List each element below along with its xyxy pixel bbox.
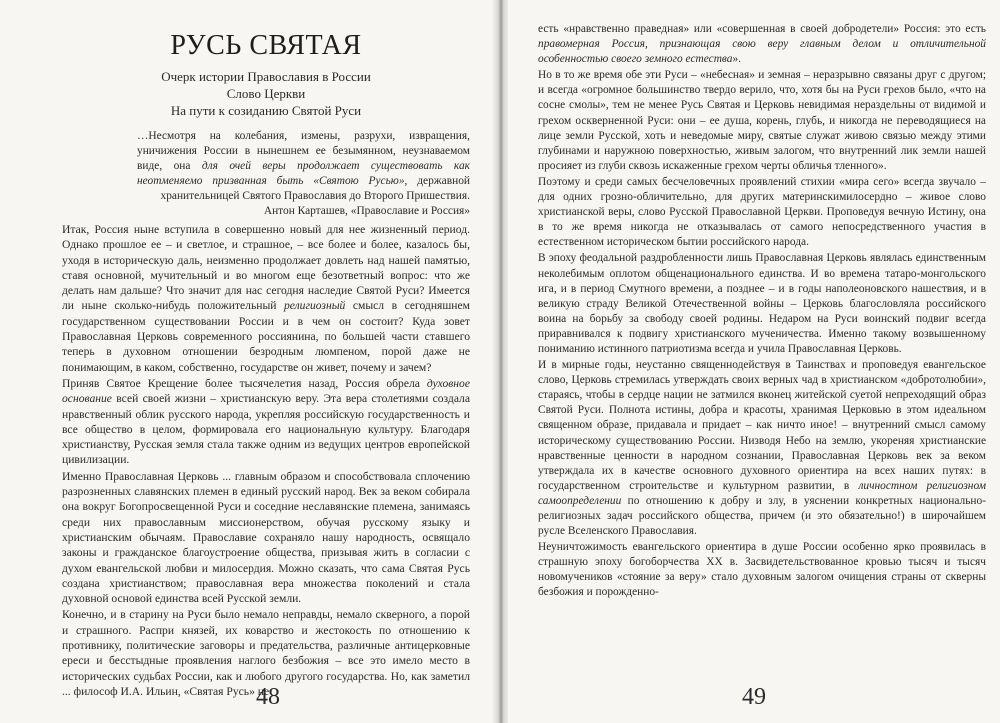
- chapter-title: РУСЬ СВЯТАЯ: [170, 30, 362, 61]
- paragraph-text: смысл в сегодняшнем государственном существовании России и в чем он состоит? Куда зовет Православная Церковь современного россиянина, по большей части ставшего теперь в духовном отношении безродным люмпеном, порой даже не понимающим, в каком, собственно, государстве он живет, почему и зачем?: [62, 299, 470, 374]
- paragraph-text: В эпоху феодальной раздробленности лишь Православная Церковь являлась единственным неколебимым оплотом общенационального единства. И во времена татаро-монгольского ига, и в период Смутного времени, а позднее – и в годы наполеоновского нашествия, и в великую страду Великой Отечественной войны – Церковь благословляла российского воина на борьбу за свободу своей родины. Недаром на Руси воинский подвиг всегда приравнивался к подвигу христианского мученичества. Именно такому возвышенному пониманию истинного патриотизма всегда и учила Православная Церковь.: [538, 252, 986, 355]
- paragraph-text: по отношению к добру и злу, в уяснении конкретных национально-религиозных задач российского общества, причем (и это обязательно!) в широчайшем русле Вселенского Православия.: [538, 494, 986, 538]
- paragraph-text: ».: [732, 53, 742, 66]
- right-page: [508, 0, 1000, 723]
- paragraph-italic: духовное основание: [62, 376, 470, 406]
- paragraph-italic: правомерная Россия, признающая свою веру главным делом и отличительной особенностью своего земного естества: [538, 38, 986, 66]
- paragraph-text: Именно Православная Церковь ... главным образом и способствовала сплочению разрозненных славянских племен в единый русский народ. Век за веком собирала она вокруг Богопросвещенной Руси и соседние неславянские племена, занимаясь среди них православным миссионерством, обучая русскому языку и христианским обычаям. Православие сохраняло нашу народность, освящало законы и гражданское благоустроение общества, призывая жить в согласии с духом евангельской любви и милосердия. Можно сказать, что сама Святая Русь создана христианством; православная вера множества поколений и стала духовной основой единства всей Русской земли.: [62, 469, 470, 606]
- paragraph-text: всей своей жизни – христианскую веру. Эта вера столетиями создала нравственный облик русского народа, укрепляя российскую государственность и все общество в целом, формировала его национальную культуру. Благодаря христианству, Русская земля стала также одним из ведущих центров европейской цивилизации.: [62, 392, 470, 467]
- page-number: 48: [256, 684, 280, 710]
- paragraph-text: Неуничтожимость евангельского ориентира в душе России особенно ярко проявилась в страшную эпоху богоборчества XX в. Засвидетельствованное кровью тысяч и тысяч новомучеников «стояние за веру» стало духовным залогом очищения страны от скверны безбожия и порожденно-: [538, 541, 986, 599]
- paragraph: [538, 358, 986, 539]
- page-number: 49: [742, 684, 766, 710]
- paragraph-text: Итак, Россия ныне вступила в совершенно новый для нее жизненный период. Однако прошлое ее – и светлое, и страшное, – все более и более, казалось бы, уходя в историческую даль, неизменно продолжает довлеть над нашей памятью, ставя основной, мучительный и во многом еще безответный вопрос: что же делать нам дальше? Что значит для нас сегодня наследие Святой Руси? Имеется ли ныне сколько-нибудь положительный: [62, 223, 470, 313]
- subtitle-line: Слово Церкви: [226, 86, 306, 101]
- paragraph: [538, 251, 986, 357]
- epigraph-text-part: , державной хранительницей Святого Православия до Второго Пришествия.: [160, 175, 470, 202]
- paragraph-text: И в мирные годы, неустанно священнодействуя в Таинствах и проповедуя евангельское слово, Церковь стремилась утверждать своих верных чад в христианском «добротолюбии», стараясь, чтобы в сердце нации не затмился вконец житейской суетой непреходящий образ Святой Руси. Полнота истины, добра и красоты, хранимая Церковью в этом идеальном священном образе, придавала и придает – как ничто иное! – внутренний смысл самому историческому существованию России. Низводя Небо на землю, укореняя христианские нравственные ценности в народном сознании, Православная Церковь век за веком утверждала их в качестве основного духовного ориентира на всех наших путях: в государственном строительстве и культурном развитии, в: [538, 359, 986, 492]
- paragraph: [538, 540, 986, 600]
- epigraph: [137, 129, 470, 219]
- paragraph: [538, 68, 986, 174]
- epigraph-author: Антон Карташев, «Православие и Россия»: [263, 205, 470, 217]
- epigraph-text: [137, 129, 470, 204]
- epigraph-italic-part: для очей веры продолжает существовать как неотменяемо призванная быть «Святою Русью»: [137, 160, 470, 187]
- paragraph-text: Поэтому и среди самых бесчеловечных проявлений стихии «мира сего» всегда звучало – для одних грозно-обличительно, для других материнскимилосердно – живое слово христианской веры, слово Русской Православной Церкви. Проповедуя вечную Истину, она в то же время никогда не отказывалась от самого непосредственного участия в естественном историческом бытии российского народа.: [538, 175, 986, 249]
- epigraph-text-part: …Несмотря на колебания, измены, разрухи, извращения, уничижения России в нынешнем ее безымянном, неузнаваемом виде, она: [137, 130, 470, 172]
- paragraph-italic: личностном религиозном самоопределении: [538, 479, 986, 507]
- paragraph: [62, 222, 470, 375]
- chapter-subtitles: [62, 68, 470, 119]
- paragraph-text: Приняв Святое Крещение более тысячелетия назад, Россия обрела: [62, 376, 427, 390]
- paragraph: [538, 175, 986, 250]
- paragraph-text: Конечно, и в старину на Руси было немало неправды, немало скверного, а порой и страшного. Распри князей, их коварство и жестокость по отношению к противнику, политические заговоры и предательства, различные антицерковные ереси и бесстыдные проявления наглого безбожия – все это имело место в исторических судьбах России, как и любого другого государства. Но, как заметил ... философ И.А. Ильин, «Святая Русь» не: [62, 608, 470, 698]
- paragraph-italic: религиозный: [283, 299, 346, 313]
- paragraph-text: есть «нравственно праведная» или «совершенная в своей добродетели» Россия: это есть: [538, 23, 986, 35]
- subtitle-line: На пути к созиданию Святой Руси: [170, 103, 362, 118]
- paragraph: [62, 469, 470, 607]
- paragraph-text: Но в то же время обе эти Руси – «небесная» и земная – неразрывно связаны друг с другом; и всегда «огромное большинство твердо верило, что, хотя бы на Руси грехов было, «что на сосне смолы», тем не менее Русь Святая и Церковь невидимая нераздельны от видимой и грехом оскверненной Руси: они – ее душа, корень, глубь, и никогда не переводящиеся на лице земли Русской, хоть и неведомые миру, святые служат живою связью между этими глубинами и наружною поверхностью, живым залогом, что внутренний лик земли нашей просияет из глуби сквозь искаженные грехом черты обличья тленного».: [538, 69, 986, 172]
- paragraph: [62, 376, 470, 468]
- subtitle-line: Очерк истории Православия в России: [161, 69, 371, 84]
- paragraph: [538, 22, 986, 67]
